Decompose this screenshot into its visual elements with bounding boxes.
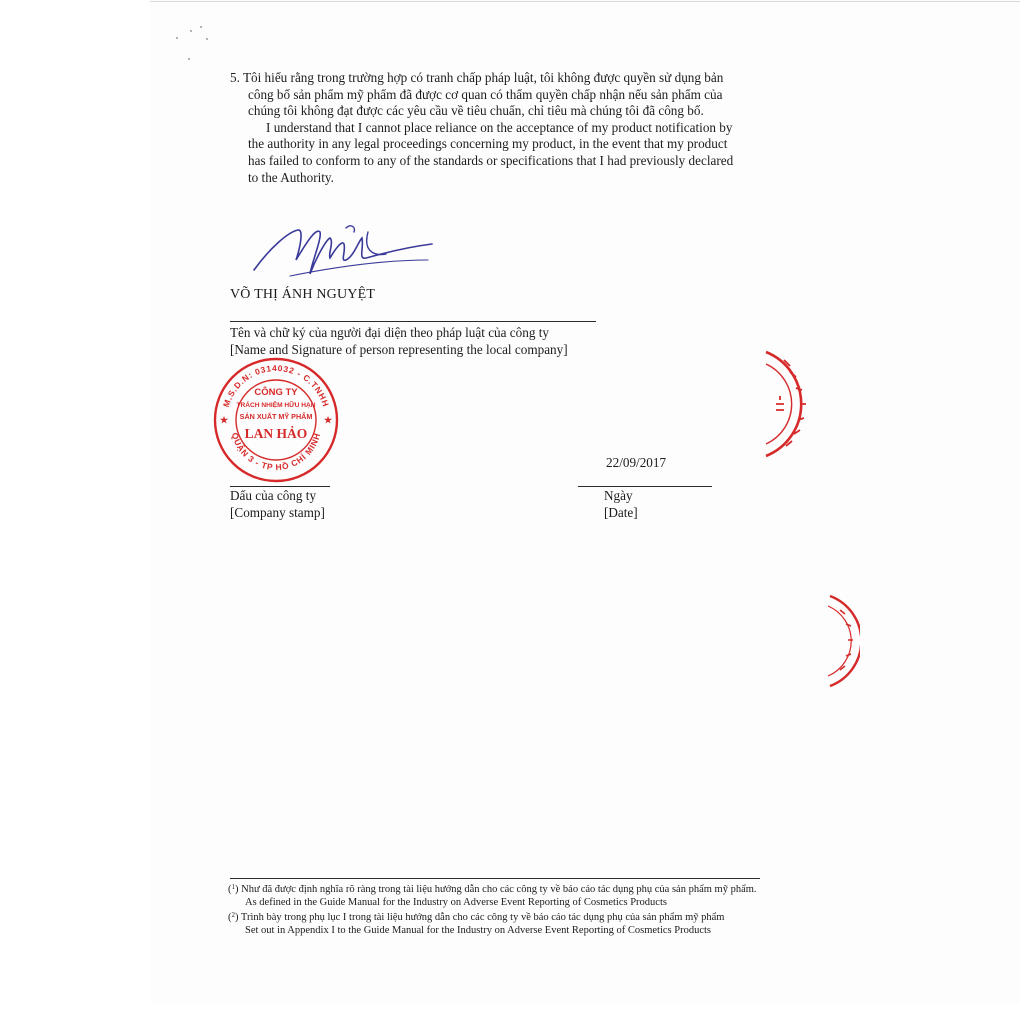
footnote-2-en: Set out in Appendix I to the Guide Manual for the Industry on Adverse Event Reporting of Cosmetics Products (245, 924, 712, 936)
date-caption (604, 488, 638, 521)
stamp-caption-vi: Dấu của công ty (230, 488, 317, 503)
footnotes (228, 881, 798, 937)
representative-name: VÕ THỊ ÁNH NGUYỆT (230, 287, 376, 302)
stamp-company-line: TRÁCH NHIỆM HỮU HẠN (236, 402, 316, 409)
page-top-edge (150, 1, 1020, 2)
stamp-ring-top: M.S.D.N: 0314032 - C.TNHH (220, 362, 332, 409)
footnote-2: ($^2$) Trình bày trong phụ lục I trong tài liệu hướng dẫn cho các công ty về báo cáo tác dụng phụ của sản phẩm mỹ phẩm (228, 911, 725, 924)
stamp-line (230, 486, 330, 487)
stamp-company-line: CÔNG TY (254, 387, 298, 398)
company-stamp (211, 355, 341, 485)
footnote-2-mark: 2 (231, 911, 235, 920)
stamp-ring-bottom: QUẬN 3 - TP HỒ CHÍ MINH (229, 431, 323, 473)
scan-speck (206, 38, 208, 40)
stamp-company-name: LAN HẢO (244, 426, 308, 441)
clause-5 (230, 70, 800, 186)
clause-en-line: has failed to conform to any of the standards or specifications that I had previously declared (248, 152, 734, 168)
scan-speck (200, 26, 202, 28)
clause-en-line: the authority in any legal proceedings concerning my product, in the event that my product (248, 136, 728, 152)
clause-en-line: to the Authority. (248, 169, 334, 185)
clause-vi-line: công bố sản phẩm mỹ phẩm đã được cơ quan có thẩm quyền chấp nhận nếu sản phẩm của (248, 86, 723, 102)
partial-stamp-seal (762, 348, 814, 460)
representative-caption-en: [Name and Signature of person representing the local company] (230, 341, 568, 357)
date-caption-vi: Ngày (604, 488, 633, 503)
date-line (578, 486, 712, 487)
stamp-caption-en: [Company stamp] (230, 504, 325, 520)
scan-speck (176, 37, 178, 39)
stamp-caption (230, 488, 325, 521)
clause-en-line: I understand that I cannot place reliance on the acceptance of my product notification by (266, 119, 733, 135)
date-value: 22/09/2017 (606, 455, 667, 470)
signature-line (230, 321, 596, 322)
clause-vi-line: chúng tôi không đạt được các yêu cầu về tiêu chuẩn, chỉ tiêu mà chúng tôi đã công bố. (248, 103, 704, 119)
representative-caption (230, 325, 568, 358)
footnote-1-en: As defined in the Guide Manual for the Industry on Adverse Event Reporting of Cosmetics Products (245, 896, 667, 908)
scan-speck (190, 30, 192, 32)
footnote-1: ($^1$) Như đã được định nghĩa rõ ràng trong tài liệu hướng dẫn cho các công ty về báo cáo tác dụng phụ của sản phẩm mỹ phẩm. (228, 883, 757, 895)
svg-text:★: ★ (323, 415, 333, 425)
footnote-1-mark: 1 (231, 883, 235, 891)
footnote-separator (230, 878, 760, 879)
stamp-company-line: SẢN XUẤT MỸ PHẨM (239, 412, 313, 421)
clause-vi-line: 5. Tôi hiểu rằng trong trường hợp có tranh chấp pháp luật, tôi không được quyền sử dụng bản (230, 70, 724, 85)
scan-speck (188, 58, 190, 60)
handwritten-signature (250, 218, 440, 280)
footnote-2-vi: ) Trình bày trong phụ lục I trong tài liệu hướng dẫn cho các công ty về báo cáo tác dụng phụ của sản phẩm mỹ phẩm (235, 912, 725, 924)
date-caption-en: [Date] (604, 504, 638, 520)
partial-stamp-seal (826, 592, 860, 690)
svg-text:★: ★ (219, 415, 229, 425)
footnote-1-vi: ) Như đã được định nghĩa rõ ràng trong tài liệu hướng dẫn cho các công ty về báo cáo tác dụng phụ của sản phẩm mỹ phẩm. (235, 884, 757, 895)
representative-caption-vi: Tên và chữ ký của người đại diện theo pháp luật của công ty (230, 325, 549, 340)
